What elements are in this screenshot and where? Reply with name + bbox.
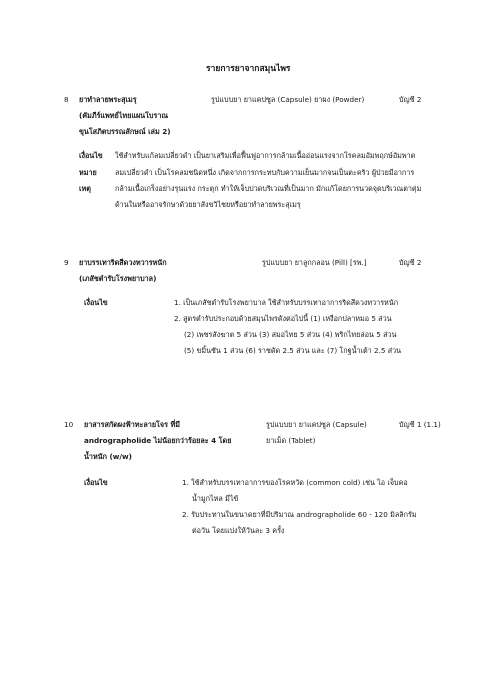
condition-item: 1. เป็นเภสัชตำรับโรงพยาบาล ใช้สำหรับบรรเทาอาการริดสีดวงทวารหนัก (174, 298, 399, 307)
drug-name-line: andrographolide ไม่น้อยกว่าร้อยละ 4 โดย (84, 436, 232, 445)
entry-number: 10 (64, 420, 74, 429)
drug-name-line: ยาบรรเทาริดสีดวงทวารหนัก (79, 258, 167, 267)
condition-label: เงื่อนไข (79, 151, 103, 160)
condition-item: 1. ใช้สำหรับบรรเทาอาการของโรคหวัด (common cold) เช่น ไอ เจ็บคอ (182, 478, 408, 487)
condition-item-cont: ต่อวัน โดยแบ่งให้วันละ 3 ครั้ง (192, 526, 285, 535)
dosage-form: รูปแบบยา ยาแคปซูล (Capsule) (266, 420, 367, 429)
entry-number: 9 (64, 258, 69, 267)
condition-item: 2. รับประทานในขนาดยาที่มีปริมาณ andrographolide 60 - 120 มิลลิกรัม (182, 510, 417, 519)
account-label: บัญชี 2 (399, 258, 422, 267)
drug-name-line: (เภสัชตำรับโรงพยาบาล) (79, 274, 157, 283)
entry-number: 8 (64, 95, 69, 104)
note-text-line: ลมเปลี่ยวดำ เป็นโรคลมชนิดหนึ่ง เกิดจากการกระทบกับความเย็นมากจนเป็นตะคริว ผู้ป่วยมีอาการ (115, 168, 415, 177)
condition-item-cont: (2) เพชรสังฆาต 5 ส่วน (3) สมอไทย 5 ส่วน (4) พริกไทยล่อน 5 ส่วน (184, 330, 397, 339)
condition-item-cont: น้ำมูกไหล มีไข้ (192, 494, 239, 503)
drug-name-line: น้ำหนัก (w/w) (84, 452, 132, 461)
note-label: หมาย (79, 168, 97, 177)
dosage-form: รูปแบบยา ยาลูกกลอน (Pill) [รพ.] (262, 258, 367, 267)
condition-item-cont: (5) ขมิ้นชัน 1 ส่วน (6) ราชดัด 2.5 ส่วน และ (7) โกฐน้ำเต้า 2.5 ส่วน (184, 346, 402, 355)
drug-name-line: ขุนโสภิตบรรณลักษณ์ เล่ม 2) (79, 127, 171, 136)
drug-name-line: ยาสารสกัดผงฟ้าทะลายโจร ที่มี (84, 420, 180, 429)
drug-name-line: (คัมภีร์แพทย์ไทยแผนโบราณ (79, 111, 169, 120)
note-label: เหตุ (79, 184, 91, 193)
dosage-form: ยาเม็ด (Tablet) (266, 436, 316, 445)
condition-label: เงื่อนไข (84, 298, 108, 307)
account-label: บัญชี 2 (399, 95, 422, 104)
condition-text: ใช้สำหรับแก้ลมเปลี่ยวดำ เป็นยาเสริมเพื่อฟื้นฟูอาการกล้ามเนื้ออ่อนแรงจากโรคลมอัมพฤกษ์อัมพาต (115, 151, 416, 160)
note-text-line: กล้ามเนื้อเกร็งอย่างรุนแรง กระตุก ทำให้เจ็บปวดบริเวณที่เป็นมาก มักแก้โดยการนวดจุดบริเวณตาตุ่ม (115, 184, 422, 193)
note-text-line: ด้านในหรืออาจรักษาด้วยยาสังขวิไชยหรือยาทำลายพระสุเมรุ (115, 200, 301, 209)
account-label: บัญชี 1 (1.1) (399, 420, 441, 429)
condition-label: เงื่อนไข (84, 478, 108, 487)
condition-item: 2. สูตรตำรับประกอบด้วยสมุนไพรดังต่อไปนี้ (1) เหงือกปลาหมอ 5 ส่วน (174, 314, 392, 323)
dosage-form: รูปแบบยา ยาแคปซูล (Capsule) ยาผง (Powder) (211, 95, 365, 104)
drug-name-line: ยาทำลายพระสุเมรุ (79, 95, 137, 104)
page-title: รายการยาจากสมุนไพร (206, 64, 291, 74)
